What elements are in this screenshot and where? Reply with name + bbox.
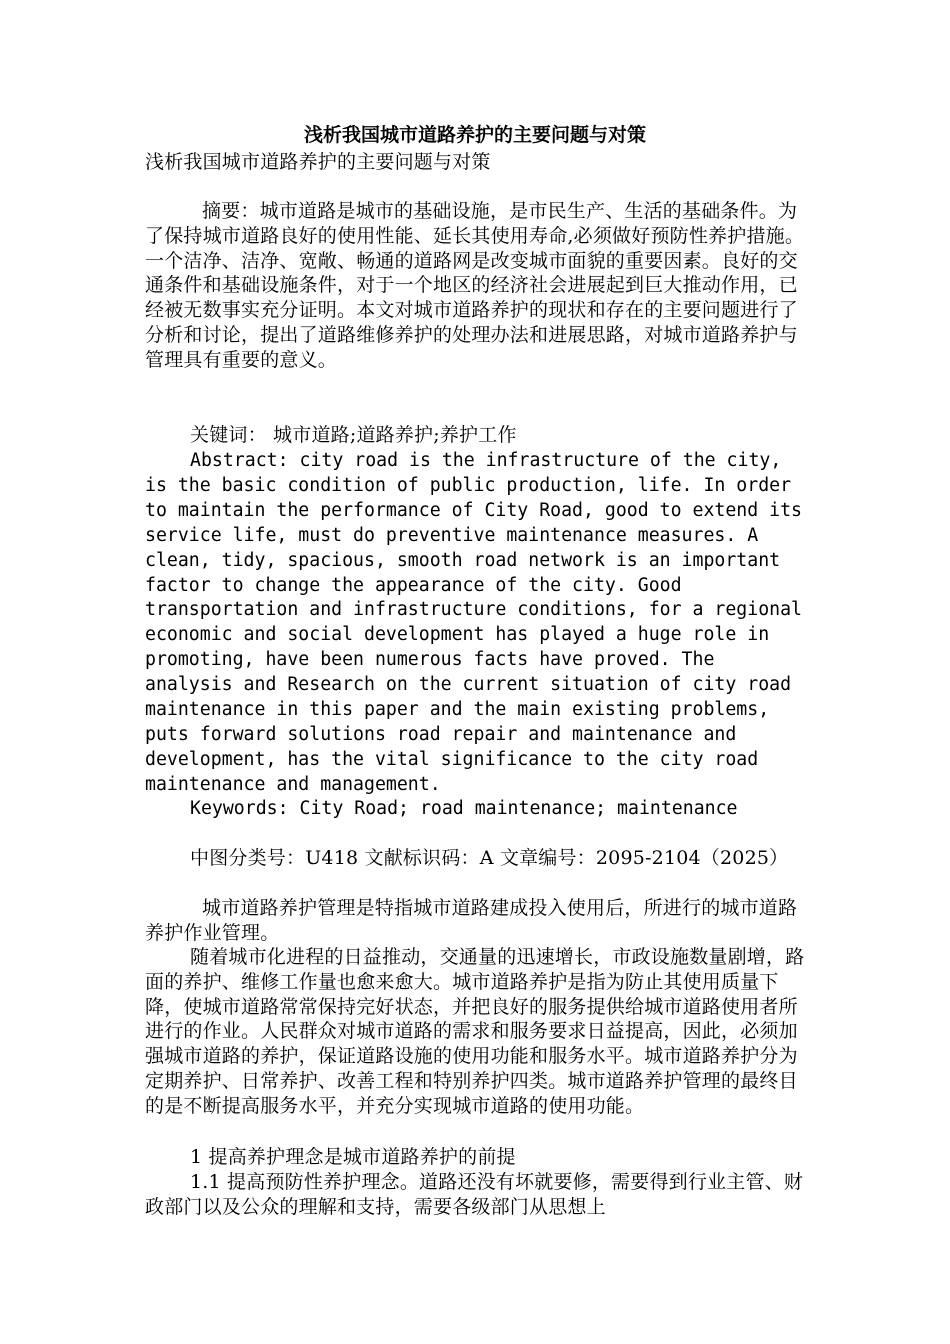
body-paragraph-2: 随着城市化进程的日益推动，交通量的迅速增长，市政设施数量剧增，路面的养护、维修工作量也愈来愈大。城市道路养护是指为防止其使用质量下降，使城市道路常常保持完好状态，并把良好的服务提供给城市道路使用者所进行的作业。人民群众对城市道路的需求和服务要求日益提高，因此，必须加强城市道路的养护，保证道路设施的使用功能和服务水平。城市道路养护分为定期养护、日常养护、改善工程和特别养护四类。城市道路养护管理的最终目的是不断提高服务水平，并充分实现城市道路的使用功能。 [145, 946, 805, 1117]
classification-line: 中图分类号：U418 文献标识码：A 文章编号：2095-2104（2025） [190, 847, 789, 869]
document-title: 浅析我国城市道路养护的主要问题与对策 [303, 124, 646, 146]
section-1-1-paragraph: 1.1 提高预防性养护理念。道路还没有坏就要修，需要得到行业主管、财政部门以及公众的理解和支持，需要各级部门从思想上 [145, 1171, 804, 1218]
keywords-cn: 关键词： 城市道路;道路养护;养护工作 [190, 424, 517, 446]
document-subtitle: 浅析我国城市道路养护的主要问题与对策 [145, 151, 491, 173]
section-heading-1: 1 提高养护理念是城市道路养护的前提 [190, 1146, 516, 1168]
body-paragraph-1: 城市道路养护管理是特指城市道路建成投入使用后，所进行的城市道路养护作业管理。 [145, 897, 798, 944]
abstract-en: Abstract: city road is the infrastructure of the city, is the basic condition of public production, life. In order to maintain the performance of City Road, good to extend its service life, must do preventive maintenance measures. A clean, tidy, spacious, smooth road network is an important factor to change the appearance of the city. Good transportation and infrastructure conditions, for a regional economic and social development has played a huge role in promoting, have been numerous facts have proved. The analysis and Research on the current situation of city road maintenance in this paper and the main existing problems, puts forward solutions road repair and maintenance and development, has the vital significance to the city road maintenance and management. [145, 450, 802, 795]
abstract-cn: 摘要：城市道路是城市的基础设施，是市民生产、生活的基础条件。为了保持城市道路良好的使用性能、延长其使用寿命,必须做好预防性养护措施。一个洁净、洁净、宽敞、畅通的道路网是改变城市面貌的重要因素。良好的交通条件和基础设施条件，对于一个地区的经济社会进展起到巨大推动作用，已经被无数事实充分证明。本文对城市道路养护的现状和存在的主要问题进行了分析和讨论，提出了道路维修养护的处理办法和进展思路，对城市道路养护与管理具有重要的意义。 [145, 200, 805, 371]
keywords-en: Keywords: City Road; road maintenance; maintenance [190, 798, 738, 819]
